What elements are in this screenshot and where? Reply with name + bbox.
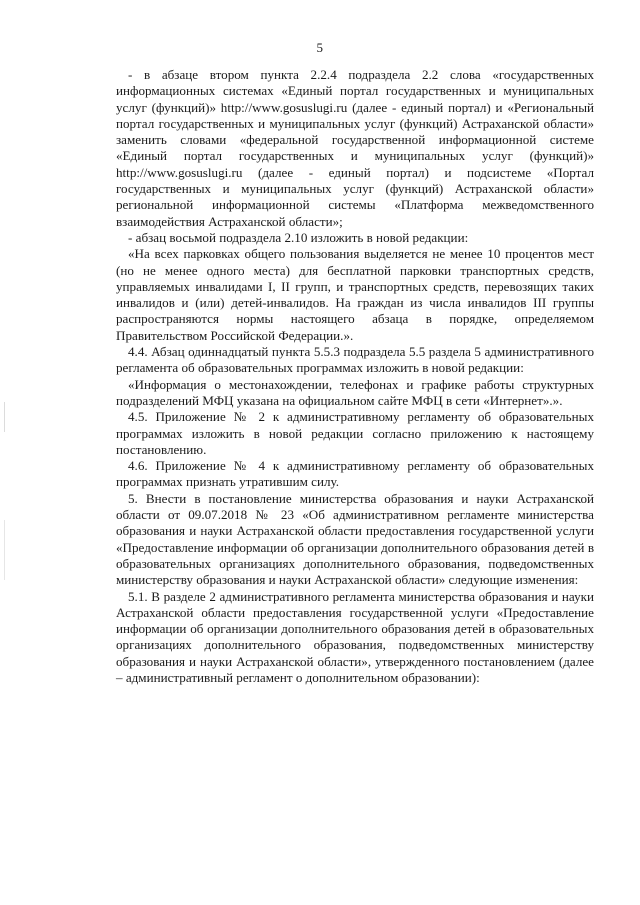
paragraph-amendment-2-10: - абзац восьмой подраздела 2.10 изложить в новой редакции: [128,229,469,245]
scan-artifact [4,520,5,580]
paragraph-amendment-2-2-4: - в абзаце втором пункта 2.2.4 подраздела 2.2 слова «государственных информационных системах «Единый портал государственных и муниципальных услуг (функций)» http://www.gosuslugi.ru (далее - единый портал) и «Региональный портал государственных и муниципальных услуг (функций) Астраханской области» заменить словами «федеральной государственной информационной системе «Единый портал государственных и муниципальных услуг (функций)» http://www.gosuslugi.ru (далее - единый портал) и подсистеме «Портал государственных и муниципальных услуг (функций) Астраханской области» региональной информационной системы «Платформа межведомственного взаимодействия Астраханской области»; [116,67,594,229]
paragraph-5-1: 5.1. В разделе 2 административного регламента министерства образования и науки Астраханской области предоставления государственной услуги «Предоставление информации об организации дополнительного образования детей в образовательных организациях дополнительного образования, подведомственных министерству образования и науки Астраханской области», утвержденного постановлением (далее – административный регламент о дополнительном образовании): [116,588,594,685]
paragraph-4-6: 4.6. Приложение № 4 к административному регламенту об образовательных программах признать утратившим силу. [116,458,594,490]
paragraph-4-5: 4.5. Приложение № 2 к административному регламенту об образовательных программах изложить в новой редакции согласно приложению к настоящему постановлению. [116,409,594,457]
page-number: 5 [316,40,324,55]
document-body [116,67,594,686]
scan-artifact [4,402,5,432]
paragraph-parking-quote: «На всех парковках общего пользования выделяется не менее 10 процентов мест (но не менее одного места) для бесплатной парковки транспортных средств, управляемых инвалидами I, II групп, и транспортных средств, перевозящих таких инвалидов и (или) детей-инвалидов. На граждан из числа инвалидов III группы распространяются нормы настоящего абзаца в порядке, определяемом Правительством Российской Федерации.». [116,246,594,343]
paragraph-5: 5. Внести в постановление министерства образования и науки Астраханской области от 09.07.2018 № 23 «Об административном регламенте министерства образования и науки Астраханской области предоставления государственной услуги «Предоставление информации об организации дополнительного образования детей в образовательных организациях дополнительного образования, подведомственных министерству образования и науки Астраханской области» следующие изменения: [116,490,594,588]
paragraph-4-4: 4.4. Абзац одиннадцатый пункта 5.5.3 подраздела 5.5 раздела 5 административного регламента об образовательных программах изложить в новой редакции: [116,344,594,376]
paragraph-mfc-quote: «Информация о местонахождении, телефонах и графике работы структурных подразделений МФЦ указана на официальном сайте МФЦ в сети «Интернет».». [116,376,594,408]
